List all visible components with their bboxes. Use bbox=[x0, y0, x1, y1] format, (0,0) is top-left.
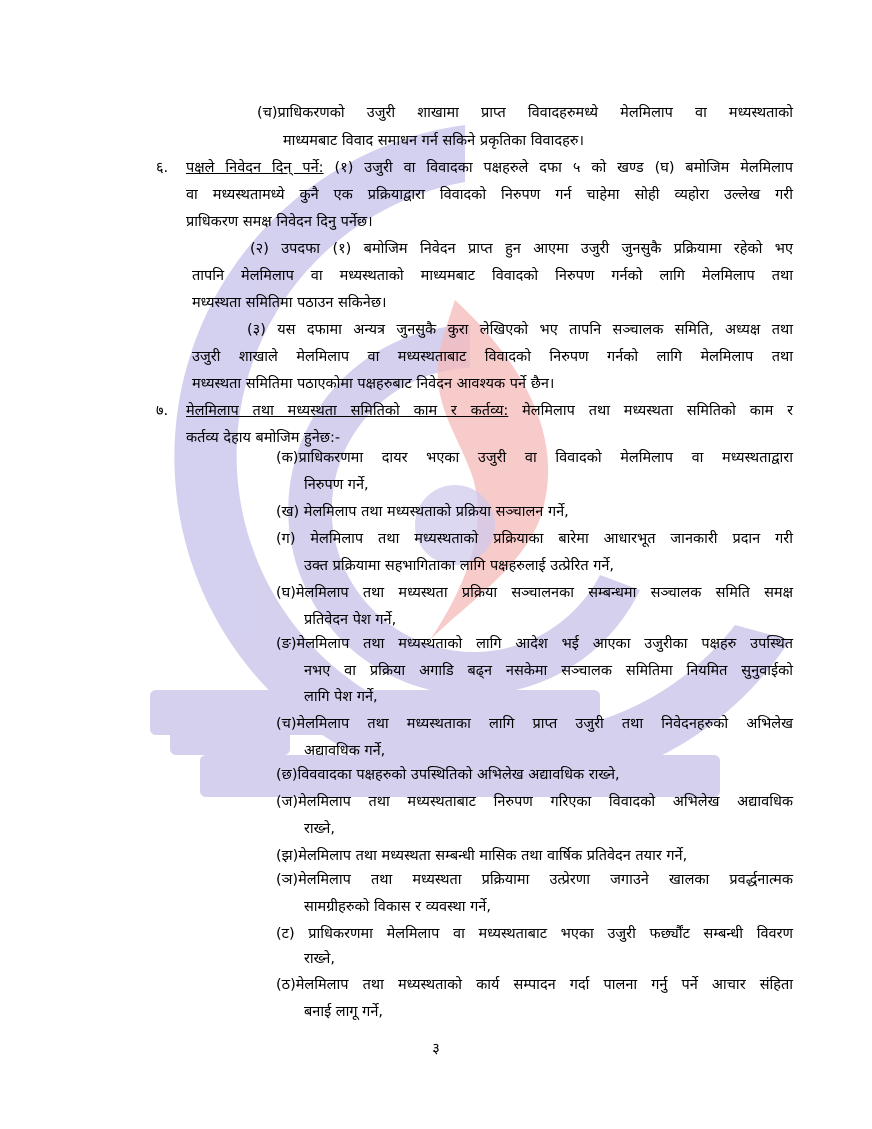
item-ja-line-2: राख्ने, bbox=[304, 821, 335, 837]
item-ga-line-2: उक्त प्रक्रियामा सहभागिताका लागि पक्षहरुलाई उत्प्रेरित गर्ने, bbox=[304, 558, 615, 574]
section-6-para-3-line-1: (३) यस दफामा अन्यत्र जुनसुकै कुरा लेखिएको भए तापनि सञ्चालक समिति, अध्यक्ष तथा bbox=[247, 322, 793, 338]
item-ka-line-2: निरुपण गर्ने, bbox=[304, 477, 369, 493]
item-gha-line-2: प्रतिवेदन पेश गर्ने, bbox=[304, 612, 397, 628]
section-6-para-1-line-2: वा मध्यस्थतामध्ये कुनै एक प्रक्रियाद्वारा विवादको निरुपण गर्न चाहेमा सोही व्यहोरा उल्लेख गरी bbox=[186, 187, 793, 203]
section-6-para-2-line-1: (२) उपदफा (१) बमोजिम निवेदन प्राप्त हुन आएमा उजुरी जुनसुकै प्रक्रियामा रहेको भए bbox=[250, 241, 793, 257]
item-kha-line-1: (ख) मेलमिलाप तथा मध्यस्थताको प्रक्रिया सञ्चालन गर्ने, bbox=[276, 504, 569, 520]
section-6-para-3-line-2: उजुरी शाखाले मेलमिलाप वा मध्यस्थताबाट विवादको निरुपण गर्नको लागि मेलमिलाप तथा bbox=[192, 349, 793, 365]
item-ka-line-1: (क)प्राधिकरणमा दायर भएका उजुरी वा विवादको मेलमिलाप वा मध्यस्थताद्वारा bbox=[276, 450, 793, 466]
item-nya-line-1: (ञ)मेलमिलाप तथा मध्यस्थता प्रक्रियामा उत्प्रेरणा जगाउने खालका प्रवर्द्धनात्मक bbox=[276, 872, 793, 888]
section-6-heading: पक्षले निवेदन दिन् पर्ने: bbox=[186, 160, 324, 176]
item-ja-line-1: (ज)मेलमिलाप तथा मध्यस्थताबाट निरुपण गरिएका विवादको अभिलेख अद्यावधिक bbox=[276, 794, 793, 810]
item-nga-line-1: (ङ)मेलमिलाप तथा मध्यस्थताको लागि आदेश भई आएका उजुरीका पक्षहरु उपस्थित bbox=[276, 636, 793, 652]
item-ta-line-1: (ट) प्राधिकरणमा मेलमिलाप वा मध्यस्थताबाट भएका उजुरी फर्छ्यौंट सम्बन्धी विवरण bbox=[276, 926, 793, 942]
section-6-para-2-line-2: तापनि मेलमिलाप वा मध्यस्थताको माध्यमबाट विवादको निरुपण गर्नको लागि मेलमिलाप तथा bbox=[192, 268, 793, 284]
section-7-first-line bbox=[186, 398, 793, 424]
item-chha-line-1: (छ)विववादका पक्षहरुको उपस्थितिको अभिलेख अद्यावधिक राख्ने, bbox=[276, 767, 620, 783]
item-cha-line-2: अद्यावधिक गर्ने, bbox=[304, 743, 386, 759]
item-nga-line-2: नभए वा प्रक्रिया अगाडि बढ्न नसकेमा सञ्चालक समितिमा नियमित सुनुवाईको bbox=[304, 663, 793, 679]
item-ta-line-2: राख्ने, bbox=[304, 951, 335, 967]
section-7-number: ७. bbox=[156, 403, 169, 419]
section-7-intro-line-2: कर्तव्य देहाय बमोजिम हुनेछ:- bbox=[186, 430, 341, 446]
item-nga-line-3: लागि पेश गर्ने, bbox=[304, 689, 378, 705]
section-7-intro-line-1: मेलमिलाप तथा मध्यस्थता समितिको काम र bbox=[508, 403, 793, 419]
section-6-first-line bbox=[186, 155, 793, 181]
clause-ch-line-2: माध्यमबाट विवाद समाधन गर्न सकिने प्रकृतिका विवादहरु। bbox=[283, 133, 584, 149]
item-tha-line-1: (ठ)मेलमिलाप तथा मध्यस्थताको कार्य सम्पादन गर्दा पालना गर्नु पर्ने आचार संहिता bbox=[276, 977, 793, 993]
item-gha-line-1: (घ)मेलमिलाप तथा मध्यस्थता प्रक्रिया सञ्चालनका सम्बन्धमा सञ्चालक समिति समक्ष bbox=[276, 585, 793, 601]
section-6-para-2-line-3: मध्यस्थता समितिमा पठाउन सकिनेछ। bbox=[192, 295, 387, 311]
section-6-para-3-line-3: मध्यस्थता समितिमा पठाएकोमा पक्षहरुबाट निवेदन आवश्यक पर्ने छैन। bbox=[192, 376, 555, 392]
section-7-heading: मेलमिलाप तथा मध्यस्थता समितिको काम र कर्तव्य: bbox=[186, 403, 509, 419]
page-number: ३ bbox=[432, 1041, 440, 1057]
item-jha-line-1: (झ)मेलमिलाप तथा मध्यस्थता सम्बन्धी मासिक तथा वार्षिक प्रतिवेदन तयार गर्ने, bbox=[276, 848, 688, 864]
section-6-number: ६. bbox=[156, 160, 169, 176]
section-6-para-1-line-1: (१) उजुरी वा विवादका पक्षहरुले दफा ५ को खण्ड (घ) बमोजिम मेलमिलाप bbox=[334, 160, 794, 176]
item-nya-line-2: सामग्रीहरुको विकास र व्यवस्था गर्ने, bbox=[304, 899, 491, 915]
item-cha-line-1: (च)मेलमिलाप तथा मध्यस्थताका लागि प्राप्त उजुरी तथा निवेदनहरुको अभिलेख bbox=[276, 716, 793, 732]
clause-ch-line-1: (च)प्राधिकरणको उजुरी शाखामा प्राप्त विवादहरुमध्ये मेलमिलाप वा मध्यस्थताको bbox=[257, 105, 793, 121]
section-6-para-1-line-3: प्राधिकरण समक्ष निवेदन दिनु पर्नेछ। bbox=[186, 214, 373, 230]
item-ga-line-1: (ग) मेलमिलाप तथा मध्यस्थताको प्रक्रियाका बारेमा आधारभूत जानकारी प्रदान गरी bbox=[276, 531, 793, 547]
item-tha-line-2: बनाई लागू गर्ने, bbox=[304, 1004, 383, 1020]
